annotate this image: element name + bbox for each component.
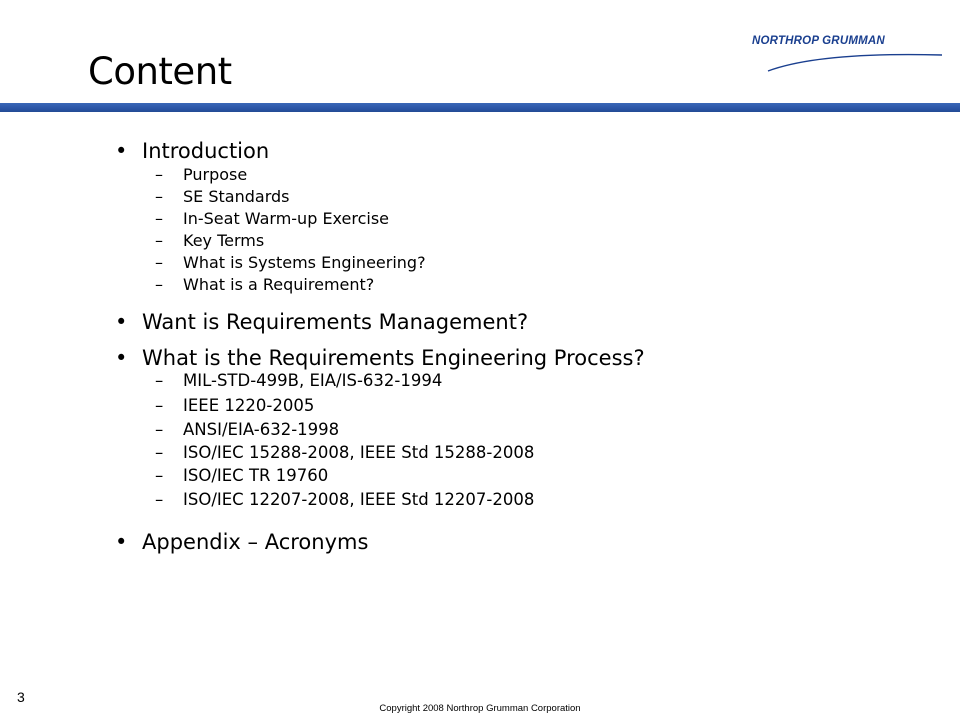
sub-item: – ISO/IEC 12207-2008, IEEE Std 12207-2008 — [155, 490, 535, 509]
bullet-introduction — [115, 139, 269, 163]
sub-item: – IEEE 1220-2005 — [155, 396, 315, 415]
bullet-dot: • — [115, 139, 128, 163]
sub-item: – What is Systems Engineering? — [155, 253, 426, 272]
bullet-requirements-engineering-process — [115, 346, 645, 370]
sub-item: – ISO/IEC TR 19760 — [155, 466, 329, 485]
bullet-label: Appendix – Acronyms — [142, 530, 369, 554]
sub-item: – What is a Requirement? — [155, 275, 375, 294]
sub-item: – Purpose — [155, 165, 248, 184]
bullet-requirements-management — [115, 310, 528, 334]
slide-title: Content — [88, 50, 232, 93]
northrop-grumman-logo — [752, 35, 942, 75]
bullet-appendix-acronyms — [115, 530, 368, 554]
sub-item: – MIL-STD-499B, EIA/IS-632-1994 — [155, 371, 443, 390]
header-divider-bar — [0, 103, 960, 112]
page-number: 3 — [17, 689, 25, 705]
bullet-dot: • — [115, 346, 128, 370]
bullet-label: Want is Requirements Management? — [142, 310, 529, 334]
sub-item: – In-Seat Warm-up Exercise — [155, 209, 390, 228]
bullet-dot: • — [115, 310, 128, 334]
sub-item: – ANSI/EIA-632-1998 — [155, 420, 340, 439]
bullet-dot: • — [115, 530, 128, 554]
sub-item: – Key Terms — [155, 231, 265, 250]
bullet-label: What is the Requirements Engineering Process? — [142, 346, 645, 370]
bullet-label: Introduction — [142, 139, 270, 163]
copyright-footer: Copyright 2008 Northrop Grumman Corporation — [379, 703, 581, 714]
sub-item: – ISO/IEC 15288-2008, IEEE Std 15288-2008 — [155, 443, 535, 462]
sub-item: – SE Standards — [155, 187, 290, 206]
logo-text: NORTHROP GRUMMAN — [752, 35, 885, 47]
logo-swoosh-icon — [766, 47, 942, 73]
